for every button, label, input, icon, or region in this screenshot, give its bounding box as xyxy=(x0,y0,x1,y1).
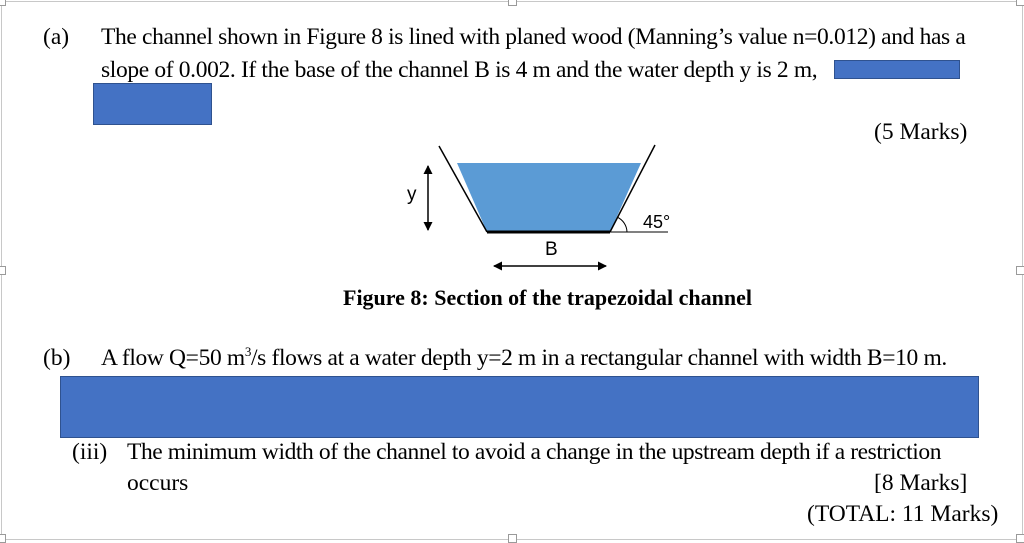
water-area xyxy=(457,163,641,232)
part-b-marks: [8 Marks] xyxy=(874,470,968,496)
part-a-line-2: slope of 0.002. If the base of the channel B is 4 m and the water depth y is 2 m, xyxy=(101,57,818,83)
angle-label: 45° xyxy=(643,212,671,232)
part-b-superscript: 3 xyxy=(244,344,251,360)
base-label: B xyxy=(545,239,558,260)
part-a-line-1: The channel shown in Figure 8 is lined with planed wood (Manning’s value n=0.012) and has a xyxy=(101,24,966,50)
part-b-text-post: /s flows at a water depth y=2 m in a rectangular channel with width B=10 m. xyxy=(251,345,947,371)
sub-iii-line-1: The minimum width of the channel to avoid a change in the upstream depth if a restriction xyxy=(127,439,942,465)
redaction-box-b xyxy=(60,376,979,438)
total-marks: (TOTAL: 11 Marks) xyxy=(807,501,999,527)
figure-caption: Figure 8: Section of the trapezoidal channel xyxy=(343,285,752,310)
part-b-text xyxy=(101,343,947,373)
part-a-marks: (5 Marks) xyxy=(874,119,968,145)
sub-iii-label: (iii) xyxy=(72,439,108,465)
depth-label: y xyxy=(407,184,417,205)
part-a-label: (a) xyxy=(43,24,70,50)
sub-iii-line-2: occurs xyxy=(127,470,189,496)
part-b-label: (b) xyxy=(43,345,71,371)
angle-arc xyxy=(617,217,627,232)
part-b-text-pre: A flow Q=50 m xyxy=(101,345,245,371)
